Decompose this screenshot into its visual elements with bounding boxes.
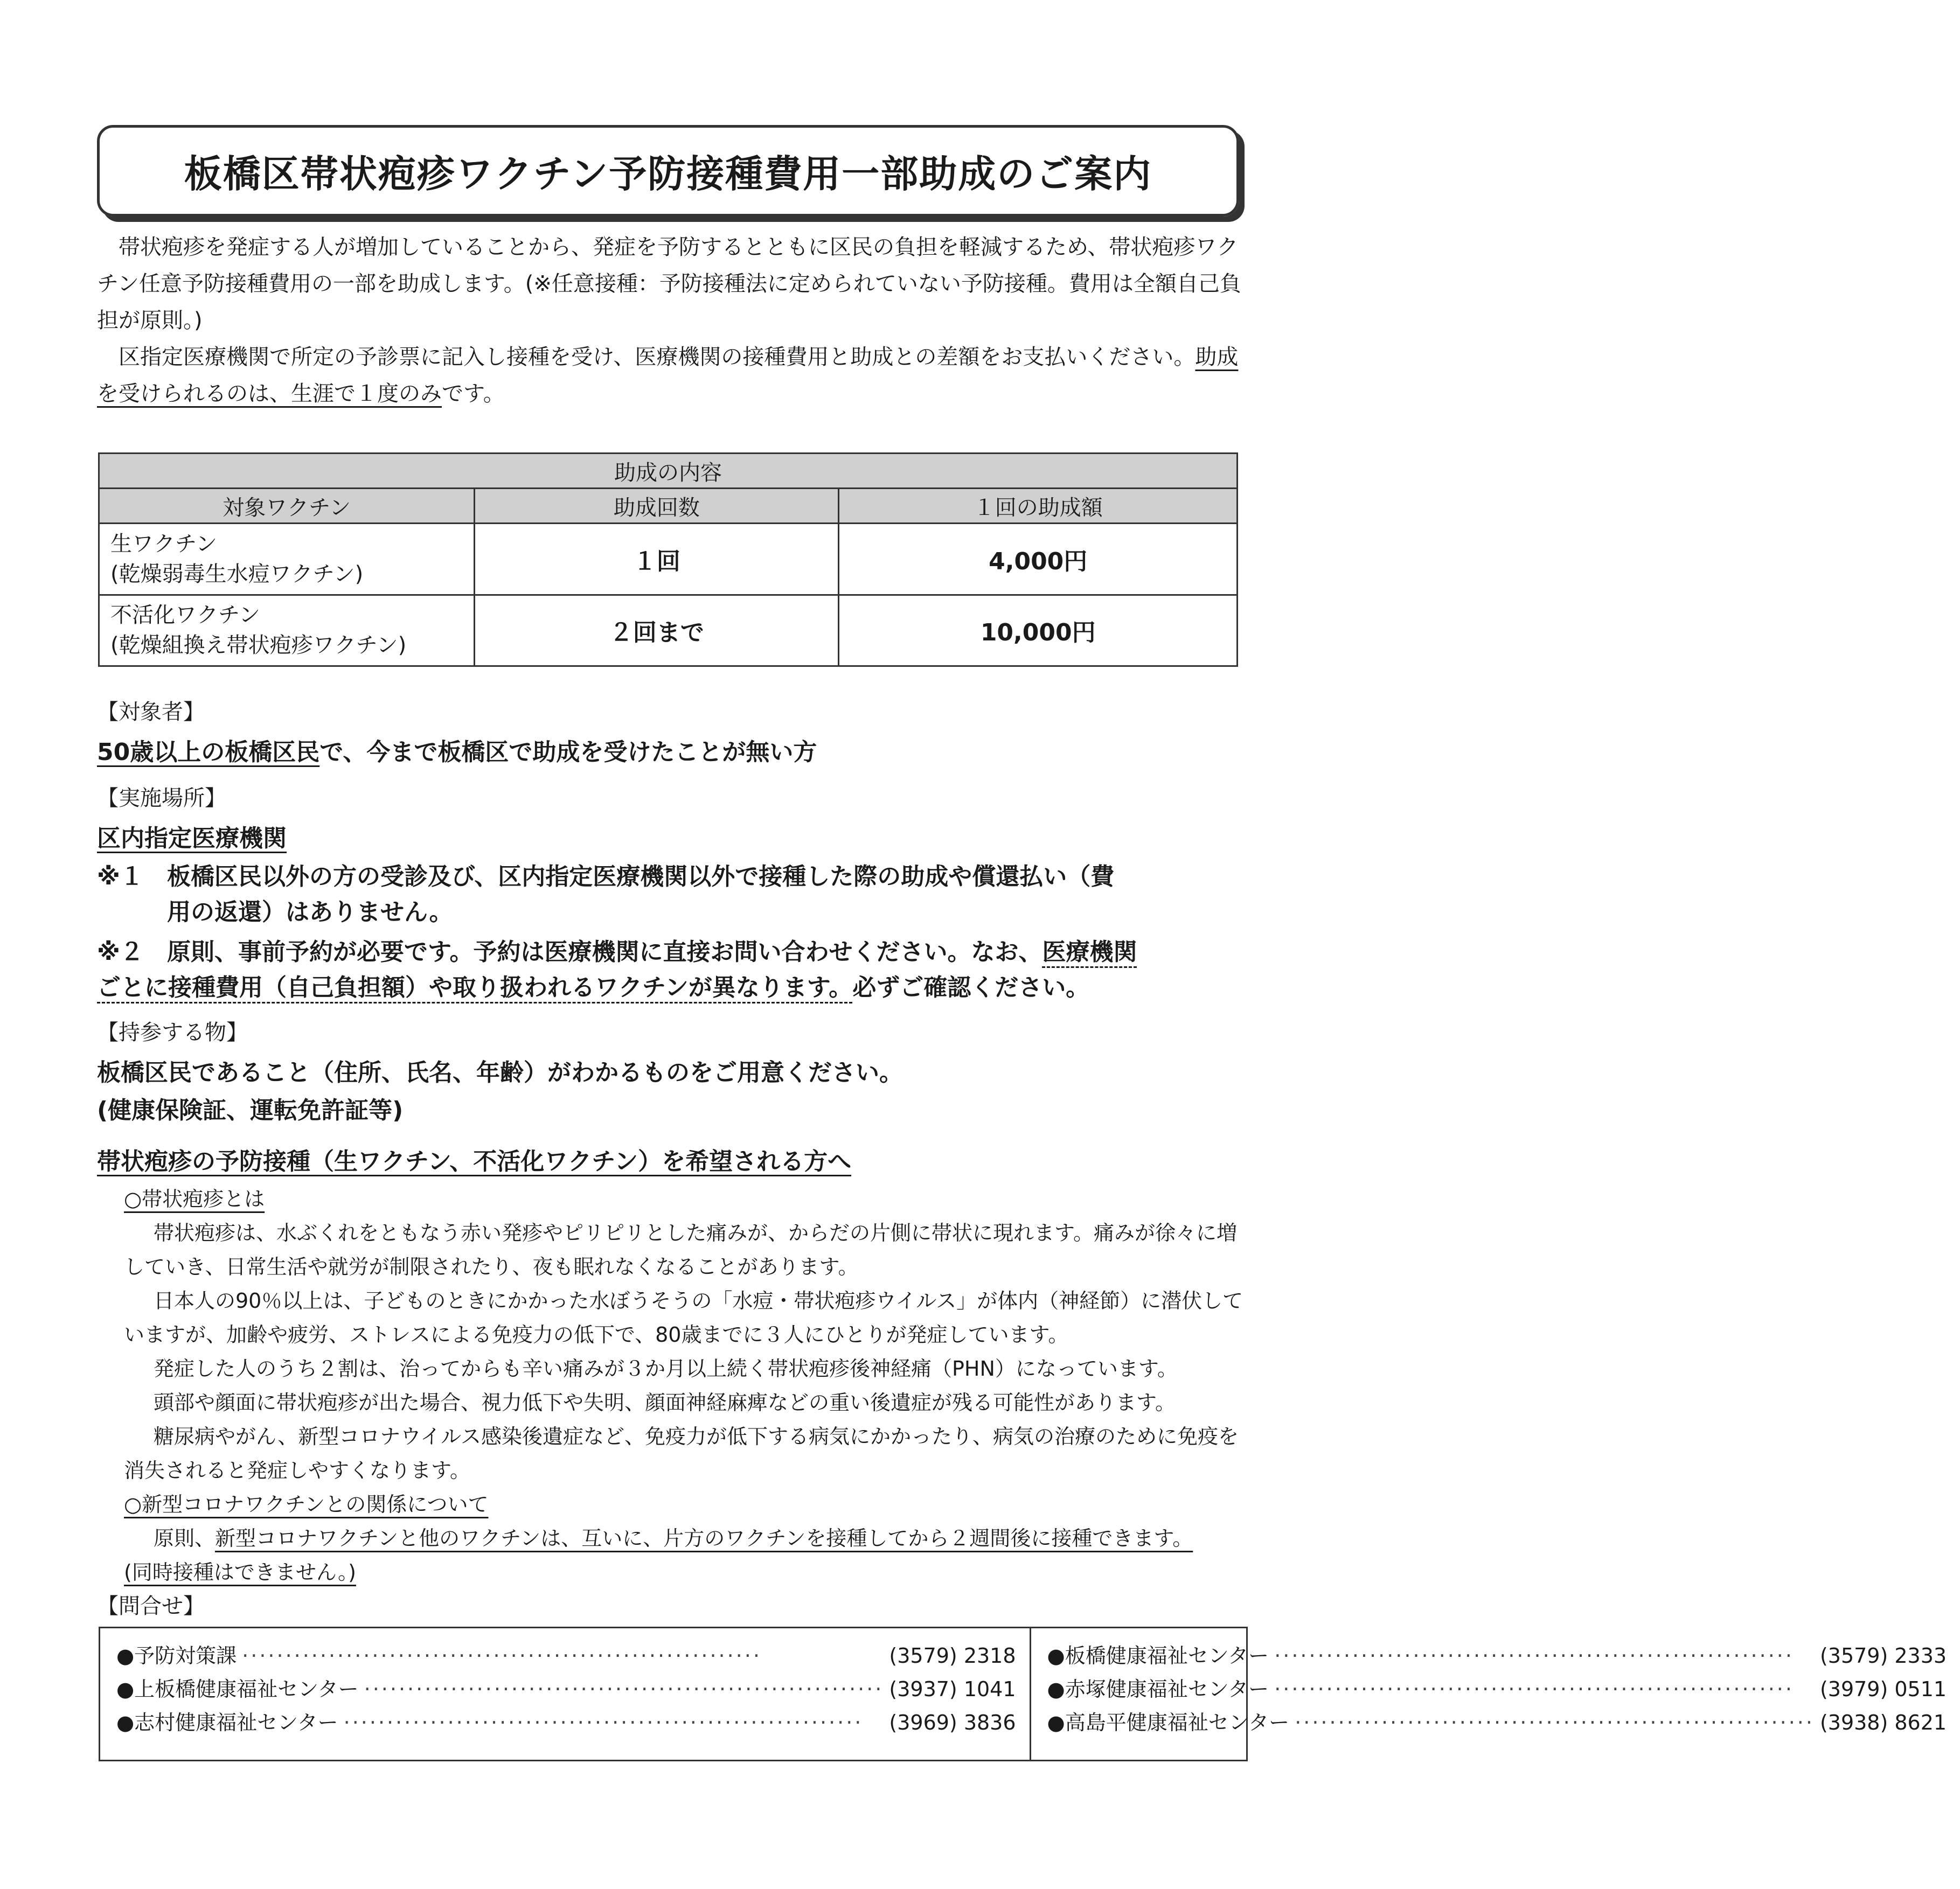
- grant-count: １回: [475, 524, 839, 595]
- contact-name: ●志村健康福祉センター: [116, 1711, 338, 1734]
- zoster-paragraph: 糖尿病やがん、新型コロナウイルス感染後遺症など、免疫力が低下する病気にかかったり、病気の治療のために免疫を消失されると発症しやすくなります。: [124, 1425, 1239, 1482]
- note-mark: ※１: [97, 863, 144, 890]
- covid-note: [124, 1556, 1250, 1590]
- contact-tel: (3937) 1041: [889, 1677, 1016, 1701]
- contact-name: ●板橋健康福祉センター: [1047, 1644, 1269, 1668]
- zoster-section: [124, 1182, 1250, 1590]
- intro-text: 区指定医療機関で所定の予診票に記入し接種を受け、医療機関の接種費用と助成との差額をお支払いください。: [119, 345, 1196, 370]
- target-label: 【対象者】: [97, 700, 205, 724]
- contact-row: [1047, 1672, 1947, 1706]
- zoster-paragraph: 発症した人のうち２割は、治ってからも辛い痛みが３か月以上続く帯状疱疹後神経痛（PHN）になっています。: [154, 1357, 1178, 1381]
- place-text: 区内指定医療機関: [97, 825, 287, 852]
- contact-row: [116, 1672, 1016, 1706]
- leader-dots: ····························································: [364, 1677, 884, 1701]
- covid-paragraph: [124, 1522, 1250, 1556]
- place-note-2: [97, 935, 1255, 1006]
- place-label: 【実施場所】: [97, 786, 226, 811]
- target-text-underlined: 50歳以上の板橋区民: [97, 738, 320, 766]
- page-title: 板橋区帯状疱疹ワクチン予防接種費用一部助成のご案内: [184, 151, 1152, 196]
- leader-dots: ····························································: [1274, 1644, 1794, 1668]
- grant-amount: 10,000円: [839, 595, 1238, 666]
- table-row: [99, 595, 1238, 666]
- contact-row: [1047, 1706, 1947, 1739]
- contact-row: [116, 1639, 1016, 1672]
- target-text-rest: で、今まで板橋区で助成を受けたことが無い方: [319, 738, 817, 766]
- zoster-subheading: ○帯状疱疹とは: [124, 1187, 265, 1211]
- intro-paragraph-1: 帯状疱疹を発症する人が増加していることから、発症を予防するとともに区民の負担を軽減するため、帯状疱疹ワクチン任意予防接種費用の一部を助成します。(※任意接種：予防接種法に定められていない予防接種。費用は全額自己負担が原則。): [97, 235, 1241, 333]
- note-text-end: 必ずご確認ください。: [852, 974, 1090, 1001]
- place-note-1: [97, 859, 1255, 930]
- covid-subheading: ○新型コロナワクチンとの関係について: [124, 1493, 489, 1516]
- note-text: 板橋区民以外の方の受診及び、区内指定医療機関以外で接種した際の助成や償還払い（費: [167, 863, 1115, 890]
- title-box: [97, 125, 1239, 217]
- bring-line-2: (健康保険証、運転免許証等): [97, 1097, 404, 1124]
- note-text-underlined: ごとに接種費用（自己負担額）や取り扱われるワクチンが異なります。: [97, 974, 853, 1001]
- zoster-heading: 帯状疱疹の予防接種（生ワクチン、不活化ワクチン）を希望される方へ: [97, 1148, 852, 1175]
- intro-paragraph-2: [97, 339, 1255, 412]
- contact-box: [99, 1627, 1947, 1761]
- bring-line-1: 板橋区民であること（住所、氏名、年齢）がわかるものをご用意ください。: [97, 1059, 903, 1086]
- intro-text-end: です。: [442, 381, 505, 406]
- table-header: 助成回数: [475, 489, 839, 524]
- vaccine-name-line: 不活化ワクチン: [110, 603, 260, 628]
- leader-dots: ····························································: [1295, 1711, 1815, 1734]
- contact-name: ●上板橋健康福祉センター: [116, 1677, 359, 1701]
- contact-tel: (3579) 2318: [889, 1644, 1016, 1668]
- leader-dots: ····························································: [242, 1644, 762, 1668]
- covid-text: 原則、: [154, 1526, 216, 1550]
- contact-name: ●予防対策課: [116, 1644, 237, 1668]
- zoster-paragraph: 帯状疱疹は、水ぶくれをともなう赤い発疹やピリピリとした痛みが、からだの片側に帯状に現れます。痛みが徐々に増していき、日常生活や就労が制限されたり、夜も眠れなくなることがあります。: [124, 1221, 1237, 1279]
- contact-label: 【問合せ】: [97, 1594, 205, 1619]
- table-caption: 助成の内容: [99, 454, 1238, 489]
- table-header: 対象ワクチン: [99, 489, 475, 524]
- vaccine-name-line: 生ワクチン: [110, 531, 217, 556]
- contact-row: [1047, 1639, 1947, 1672]
- bring-label: 【持参する物】: [97, 1020, 248, 1045]
- grant-amount: 4,000円: [839, 524, 1238, 595]
- table-header: １回の助成額: [839, 489, 1238, 524]
- note-text-underlined: 医療機関: [1042, 938, 1137, 966]
- leader-dots: ····························································: [343, 1711, 864, 1734]
- target-text: [97, 733, 817, 767]
- contact-column-left: [100, 1628, 1030, 1760]
- vaccine-name: [99, 524, 475, 595]
- vaccine-name-detail: (乾燥弱毒生水痘ワクチン): [110, 561, 364, 587]
- zoster-paragraph: 日本人の90％以上は、子どものときにかかった水ぼうそうの「水痘・帯状疱疹ウイルス」が体内（神経節）に潜伏していますが、加齢や疲労、ストレスによる免疫力の低下で、80歳までに３人にひとりが発症しています。: [124, 1289, 1243, 1347]
- contact-column-right: [1030, 1628, 1960, 1760]
- leader-dots: ····························································: [1274, 1677, 1794, 1701]
- contact-tel: (3579) 2333: [1819, 1644, 1947, 1668]
- table-row: [99, 524, 1238, 595]
- covid-text-underlined: 新型コロナワクチンと他のワクチンは、互いに、片方のワクチンを接種してから２週間後に接種できます。: [215, 1526, 1193, 1550]
- contact-name: ●高島平健康福祉センター: [1047, 1711, 1290, 1734]
- contact-tel: (3938) 8621: [1819, 1711, 1947, 1734]
- once-only-text: 助成を受けられるのは、生涯で１度のみ: [97, 345, 1239, 406]
- contact-row: [116, 1706, 1016, 1739]
- vaccine-name-detail: (乾燥組換え帯状疱疹ワクチン): [110, 633, 407, 658]
- grant-count: ２回まで: [475, 595, 839, 666]
- contact-name: ●赤塚健康福祉センター: [1047, 1677, 1269, 1701]
- note-text: 原則、事前予約が必要です。予約は医療機関に直接お問い合わせください。なお、: [167, 938, 1042, 966]
- covid-note-text: (同時接種はできません。): [124, 1560, 356, 1584]
- zoster-paragraph: 頭部や顔面に帯状疱疹が出た場合、視力低下や失明、顔面神経麻痺などの重い後遺症が残る可能性があります。: [154, 1391, 1176, 1414]
- vaccine-name: [99, 595, 475, 666]
- note-text-cont: 用の返還）はありません。: [167, 898, 453, 926]
- contact-tel: (3969) 3836: [889, 1711, 1016, 1734]
- contact-tel: (3979) 0511: [1819, 1677, 1947, 1701]
- grant-table: [98, 452, 1238, 667]
- intro: [97, 229, 1255, 412]
- note-mark: ※２: [97, 938, 144, 966]
